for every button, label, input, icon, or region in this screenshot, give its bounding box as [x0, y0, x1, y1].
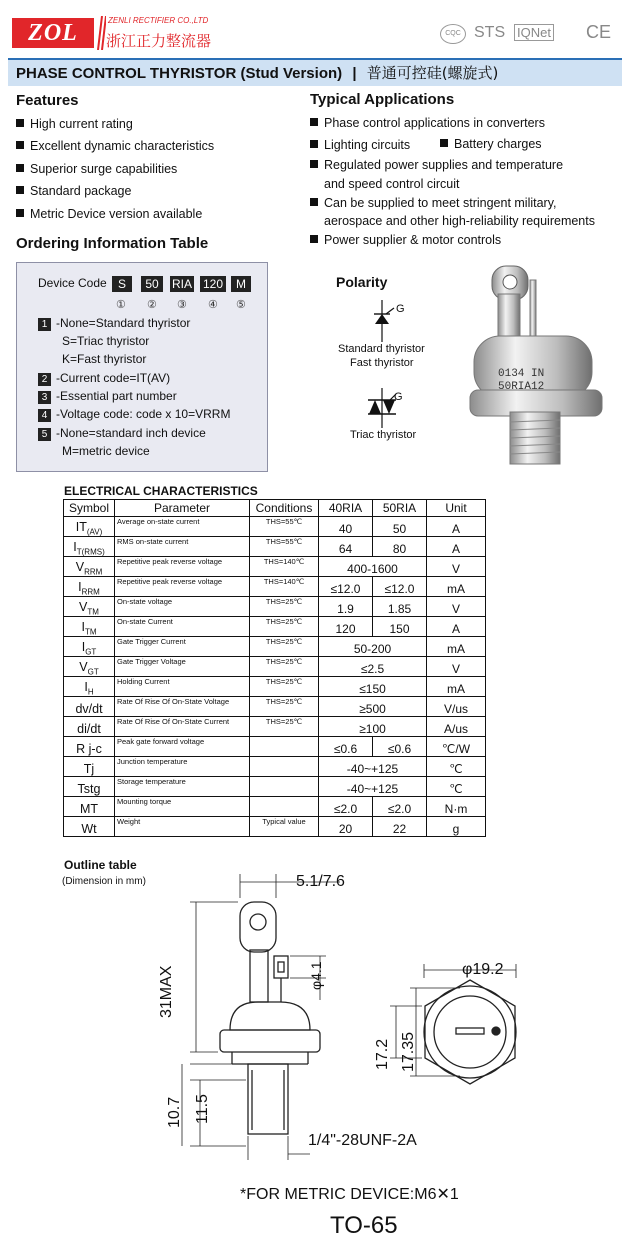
ordering-line: 5 -None=standard inch device [38, 426, 206, 441]
application-item: Lighting circuits [310, 138, 410, 152]
condition-cell [250, 777, 319, 797]
code-box: 120 [200, 276, 226, 292]
value-cell: ≥500 [319, 697, 427, 717]
code-index: ⑤ [236, 299, 246, 311]
title-en: PHASE CONTROL THYRISTOR (Stud Version) [16, 65, 343, 82]
dim-diameter: φ19.2 [462, 961, 504, 978]
value-cell: ≤2.0 [373, 797, 427, 817]
feature-item: High current rating [16, 117, 133, 131]
ordering-line: 3 -Essential part number [38, 389, 177, 404]
metric-note: *FOR METRIC DEVICE:M6✕1 [240, 1186, 459, 1203]
unit-cell: mA [427, 637, 486, 657]
cqc-logo: CQC [440, 24, 466, 44]
iqnet-logo: IQNet [514, 24, 554, 41]
parameter-cell: Weight [115, 817, 250, 837]
ordering-line: 2 -Current code=IT(AV) [38, 371, 170, 386]
condition-cell: Typical value [250, 817, 319, 837]
table-row [64, 517, 486, 537]
parameter-cell: Storage temperature [115, 777, 250, 797]
parameter-cell: Rate Of Rise Of On-State Voltage [115, 697, 250, 717]
unit-cell: N·m [427, 797, 486, 817]
symbol-cell: $I_{GT}$ [64, 637, 115, 657]
table-row [64, 717, 486, 737]
table-row [64, 677, 486, 697]
parameter-cell: Repetitive peak reverse voltage [115, 557, 250, 577]
ordering-line: K=Fast thyristor [62, 352, 147, 366]
unit-cell: V [427, 657, 486, 677]
outline-heading: Outline table [64, 858, 137, 872]
value-cell: ≥100 [319, 717, 427, 737]
value-cell: 22 [373, 817, 427, 837]
symbol-cell: MT [64, 797, 115, 817]
symbol-cell: R j-c [64, 737, 115, 757]
symbol-cell: $V_{RRM}$ [64, 557, 115, 577]
sts-logo: STS [474, 24, 506, 41]
parameter-cell: On-state voltage [115, 597, 250, 617]
code-index: ② [147, 299, 157, 311]
value-cell: ≤0.6 [373, 737, 427, 757]
application-item: Phase control applications in converters [310, 116, 545, 130]
symbol-cell: Tstg [64, 777, 115, 797]
application-item-cont: aerospace and other high-reliability requirements [324, 214, 595, 228]
code-box: M [231, 276, 251, 292]
dim-hex2: 17.35 [400, 1031, 417, 1072]
parameter-cell: Rate Of Rise Of On-State Current [115, 717, 250, 737]
ordering-line: S=Triac thyristor [62, 334, 150, 348]
ordering-heading: Ordering Information Table [16, 235, 209, 252]
fast-thyristor-label: Fast thyristor [350, 357, 414, 369]
feature-item: Standard package [16, 184, 131, 198]
unit-cell: ℃ [427, 777, 486, 797]
parameter-cell: Gate Trigger Current [115, 637, 250, 657]
dim-thread: 1/4"-28UNF-2A [308, 1132, 417, 1149]
value-cell: 40 [319, 517, 373, 537]
value-cell: 120 [319, 617, 373, 637]
ce-mark: CE [586, 22, 612, 42]
feature-item: Excellent dynamic characteristics [16, 139, 214, 153]
value-cell: ≤2.0 [319, 797, 373, 817]
unit-cell: ℃ [427, 757, 486, 777]
ordering-line: 1 -None=Standard thyristor [38, 316, 190, 331]
col-header: Symbol [64, 500, 115, 517]
condition-cell: THS=25℃ [250, 657, 319, 677]
table-row [64, 737, 486, 757]
symbol-cell: di/dt [64, 717, 115, 737]
dim-stud2: 11.5 [194, 1094, 211, 1124]
code-box: RIA [171, 277, 192, 291]
value-cell: 50 [373, 517, 427, 537]
parameter-cell: Repetitive peak reverse voltage [115, 577, 250, 597]
unit-cell: g [427, 817, 486, 837]
col-header: Unit [427, 500, 486, 517]
table-row [64, 697, 486, 717]
col-header: 40RIA [319, 500, 373, 517]
parameter-cell: On-state Current [115, 617, 250, 637]
device-marking-line2: 50RIA12 [498, 381, 545, 393]
value-cell: 1.85 [373, 597, 427, 617]
gate-label: G [394, 391, 403, 403]
col-header: Conditions [250, 500, 319, 517]
symbol-cell: Tj [64, 757, 115, 777]
unit-cell: A [427, 617, 486, 637]
application-item: Can be supplied to meet stringent military, [310, 196, 557, 210]
condition-cell: THS=55℃ [250, 537, 319, 557]
unit-cell: mA [427, 577, 486, 597]
table-row [64, 577, 486, 597]
outline-drawing [160, 870, 560, 1170]
table-row [64, 557, 486, 577]
title-cn: 普通可控硅(螺旋式) [366, 64, 499, 82]
electrical-table [63, 499, 486, 837]
polarity-heading: Polarity [336, 274, 388, 290]
symbol-cell: Wt [64, 817, 115, 837]
symbol-cell: dv/dt [64, 697, 115, 717]
table-header-row [64, 500, 486, 517]
unit-cell: A [427, 517, 486, 537]
symbol-cell: $V_{GT}$ [64, 657, 115, 677]
features-heading: Features [16, 92, 79, 109]
table-row [64, 757, 486, 777]
symbol-cell: $I_{TM}$ [64, 617, 115, 637]
value-cell: -40~+125 [319, 777, 427, 797]
table-row [64, 657, 486, 677]
parameter-cell: Mounting torque [115, 797, 250, 817]
value-cell: 64 [319, 537, 373, 557]
parameter-cell: RMS on-state current [115, 537, 250, 557]
condition-cell [250, 797, 319, 817]
gate-label: G [396, 303, 405, 315]
device-marking-line1: 0134 IN [498, 368, 545, 380]
dim-height: 31MAX [158, 965, 175, 1018]
feature-item: Superior surge capabilities [16, 162, 177, 176]
table-row [64, 777, 486, 797]
company-name-cn: 浙江正力整流器 [106, 32, 212, 50]
parameter-cell: Gate Trigger Voltage [115, 657, 250, 677]
condition-cell: THS=25℃ [250, 677, 319, 697]
table-row [64, 617, 486, 637]
unit-cell: V [427, 597, 486, 617]
value-cell: ≤12.0 [319, 577, 373, 597]
application-item: Power supplier & motor controls [310, 233, 501, 247]
dim-stud1: 10.7 [166, 1096, 183, 1128]
condition-cell: THS=140℃ [250, 557, 319, 577]
value-cell: ≤12.0 [373, 577, 427, 597]
value-cell: ≤150 [319, 677, 427, 697]
condition-cell: THS=25℃ [250, 637, 319, 657]
code-index: ① [116, 299, 126, 311]
company-logo: ZOL [12, 18, 94, 48]
symbol-cell: $V_{TM}$ [64, 597, 115, 617]
value-cell: 80 [373, 537, 427, 557]
electrical-heading: ELECTRICAL CHARACTERISTICS [64, 484, 258, 498]
application-item: Regulated power supplies and temperature [310, 158, 563, 172]
symbol-cell: $I_{RRM}$ [64, 577, 115, 597]
table-row [64, 597, 486, 617]
page-title: PHASE CONTROL THYRISTOR (Stud Version) | 普通可控硅(螺旋式) [16, 64, 499, 82]
value-cell: 1.9 [319, 597, 373, 617]
symbol-cell: $I_H$ [64, 677, 115, 697]
triac-thyristor-label: Triac thyristor [350, 429, 417, 441]
value-cell: 400-1600 [319, 557, 427, 577]
condition-cell: THS=25℃ [250, 617, 319, 637]
condition-cell [250, 757, 319, 777]
condition-cell: THS=55℃ [250, 517, 319, 537]
code-index: ④ [208, 299, 218, 311]
device-code-label: Device Code [38, 276, 107, 290]
col-header: Parameter [115, 500, 250, 517]
table-row [64, 817, 486, 837]
unit-cell: V [427, 557, 486, 577]
metric-x: ✕1 [436, 1186, 459, 1203]
parameter-cell: Average on-state current [115, 517, 250, 537]
dim-hex1: 17.2 [374, 1038, 391, 1070]
standard-thyristor-label: Standard thyristor [338, 343, 425, 355]
application-item: Battery charges [440, 137, 542, 151]
value-cell: -40~+125 [319, 757, 427, 777]
applications-heading: Typical Applications [310, 91, 455, 108]
parameter-cell: Peak gate forward voltage [115, 737, 250, 757]
symbol-cell: $I_{T(RMS)}$ [64, 537, 115, 557]
table-row [64, 797, 486, 817]
device-photo [468, 264, 614, 466]
table-row [64, 637, 486, 657]
value-cell: ≤0.6 [319, 737, 373, 757]
unit-cell: A [427, 537, 486, 557]
condition-cell: THS=25℃ [250, 697, 319, 717]
feature-item: Metric Device version available [16, 207, 202, 221]
value-cell: ≤2.5 [319, 657, 427, 677]
table-row [64, 537, 486, 557]
unit-cell: A/us [427, 717, 486, 737]
unit-cell: mA [427, 677, 486, 697]
condition-cell: THS=25℃ [250, 597, 319, 617]
package-name: TO-65 [330, 1212, 398, 1239]
condition-cell: THS=25℃ [250, 717, 319, 737]
dim-hole: φ4.1 [308, 961, 324, 990]
symbol-cell: $IT_{(AV)}$ [64, 517, 115, 537]
outline-note: (Dimension in mm) [62, 876, 146, 887]
logo-stripes [94, 16, 106, 50]
ordering-line: M=metric device [62, 444, 150, 458]
unit-cell: ℃/W [427, 737, 486, 757]
code-index: ③ [177, 299, 187, 311]
condition-cell: THS=140℃ [250, 577, 319, 597]
parameter-cell: Junction temperature [115, 757, 250, 777]
dim-top-width: 5.1/7.6 [296, 873, 345, 890]
col-header: 50RIA [373, 500, 427, 517]
condition-cell [250, 737, 319, 757]
code-box: S [112, 276, 132, 292]
company-name-en: ZENLI RECTIFIER CO.,LTD [108, 16, 209, 25]
unit-cell: V/us [427, 697, 486, 717]
code-box: 50 [141, 276, 163, 292]
value-cell: 150 [373, 617, 427, 637]
ordering-line: 4 -Voltage code: code x 10=VRRM [38, 407, 230, 422]
application-item-cont: and speed control circuit [324, 177, 460, 191]
parameter-cell: Holding Current [115, 677, 250, 697]
value-cell: 20 [319, 817, 373, 837]
value-cell: 50-200 [319, 637, 427, 657]
